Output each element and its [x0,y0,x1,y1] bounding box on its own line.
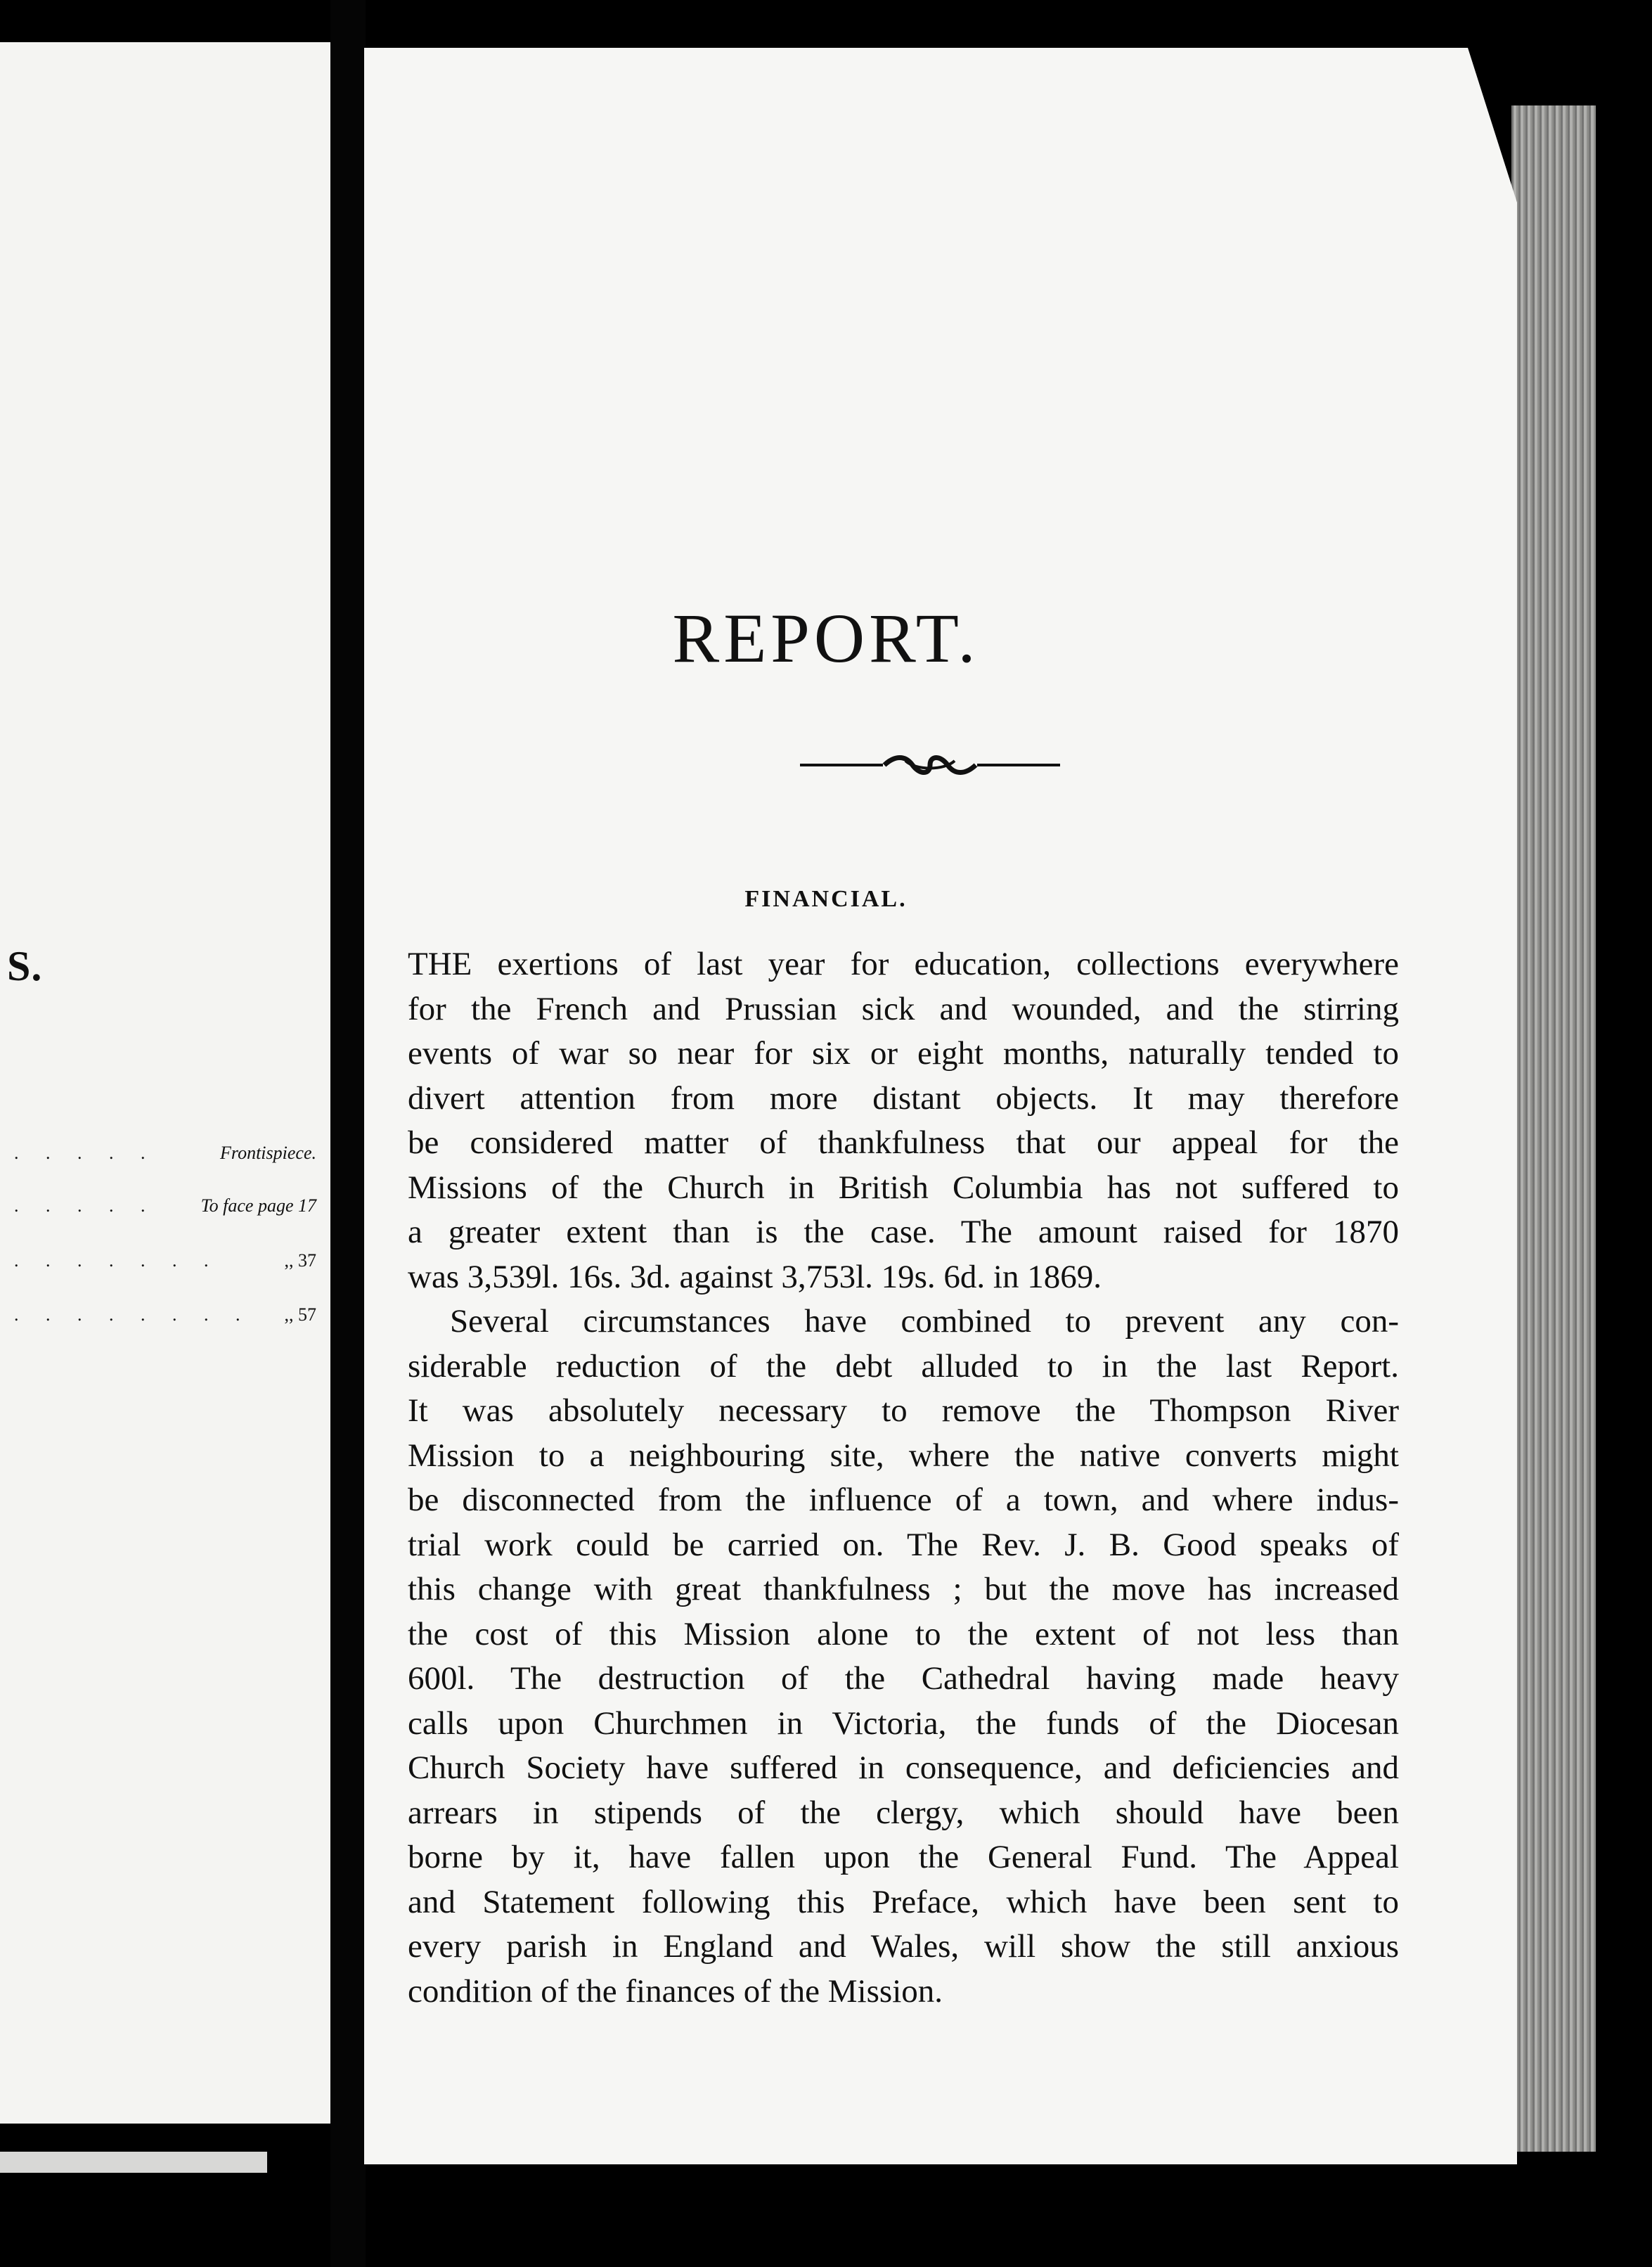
page-edge-strip [0,2152,267,2173]
text-line: this change with great thankfulness ; but the move has increased [408,1571,1399,1607]
paragraph-2 [408,1299,1399,2014]
text-line: borne by it, have fallen upon the General Fund. The Appeal [408,1839,1399,1875]
report-body [408,942,1399,2014]
text-line: THE exertions of last year for education, collections everywhere [408,946,1399,982]
plate-list-row [0,1304,316,1335]
plate-label: ,, 57 [284,1304,316,1325]
text-line: be considered matter of thankfulness that our appeal for the [408,1124,1399,1161]
text-line: Missions of the Church in British Columbia has not suffered to [408,1169,1399,1206]
text-line: was 3,539l. 16s. 3d. against 3,753l. 19s. 6d. in 1869. [408,1258,1102,1295]
text-line: condition of the finances of the Mission. [408,1972,943,2010]
text-line: the cost of this Mission alone to the extent of not less than [408,1615,1399,1652]
text-line: calls upon Churchmen in Victoria, the funds of the Diocesan [408,1704,1399,1742]
text-line: divert attention from more distant objects. It may therefore [408,1079,1399,1117]
leader-dots: . . . . . . . . [14,1304,252,1325]
plate-label: Frontispiece. [220,1143,316,1163]
leader-dots: . . . . . [14,1143,157,1163]
plate-list-row [0,1143,316,1174]
text-line: siderable reduction of the debt alluded to in the last Report. [408,1347,1399,1385]
leader-dots: . . . . . . . [14,1250,220,1271]
ornament-divider [800,752,1060,778]
previous-page-fragment [0,42,330,2124]
paragraph-1 [408,942,1399,1299]
text-line: 600l. The destruction of the Cathedral having made heavy [408,1660,1399,1697]
text-line: Church Society have suffered in consequence, and deficiencies and [408,1749,1399,1786]
section-heading: FINANCIAL. [744,886,908,912]
plate-label: To face page 17 [200,1195,316,1216]
text-line: every parish in England and Wales, will show the still anxious [408,1928,1399,1965]
page-title: REPORT. [672,599,980,677]
text-line: arrears in stipends of the clergy, which should have been [408,1794,1399,1831]
plate-list-row [0,1195,316,1226]
page-stack-edge [1511,105,1596,2152]
text-line: trial work could be carried on. The Rev. J. B. Good speaks of [408,1526,1399,1563]
text-line: a greater extent than is the case. The amount raised for 1870 [408,1214,1399,1250]
text-line: and Statement following this Preface, which have been sent to [408,1883,1399,1920]
text-line: be disconnected from the influence of a town, and where indus- [408,1482,1399,1518]
text-line: Several circumstances have combined to prevent any con- [450,1303,1399,1340]
plate-label: ,, 37 [284,1250,316,1271]
text-line: Mission to a neighbouring site, where the native converts might [408,1437,1399,1474]
plate-list-row [0,1250,316,1281]
partial-heading: S. [7,943,43,989]
book-gutter [330,0,366,2267]
text-line: for the French and Prussian sick and wounded, and the stirring [408,990,1399,1027]
text-line: events of war so near for six or eight months, naturally tended to [408,1035,1399,1072]
leader-dots: . . . . . [14,1195,157,1216]
text-line: It was absolutely necessary to remove the Thompson River [408,1392,1399,1429]
